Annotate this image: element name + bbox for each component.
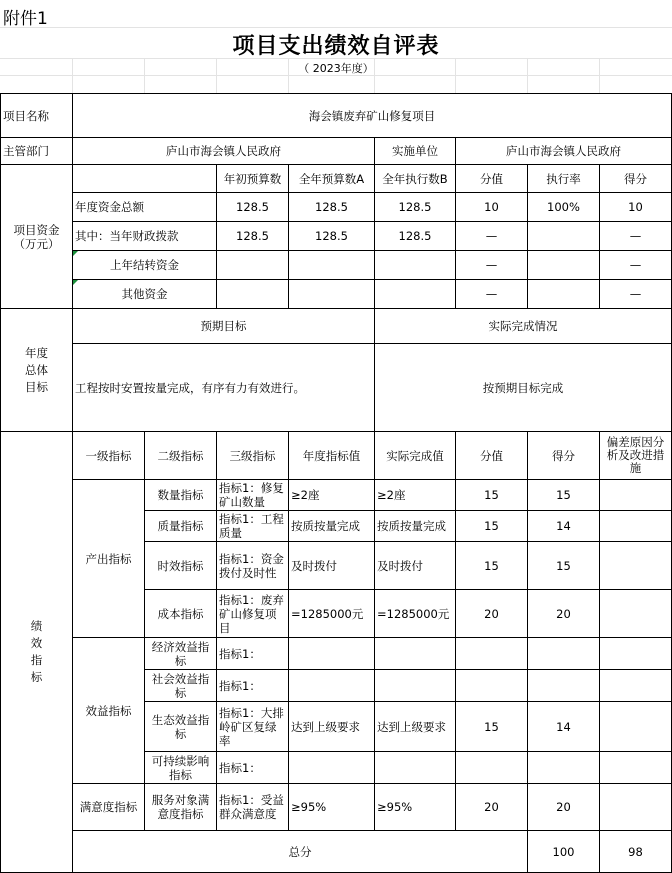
actual-goal-header: 实际完成情况 xyxy=(375,309,672,344)
l2-cell: 时效指标 xyxy=(145,542,217,590)
funds-cell: 128.5 xyxy=(217,222,289,251)
expected-goal-text: 工程按时安置按量完成，有序有力有效进行。 xyxy=(73,344,375,432)
l3-cell: 指标1： xyxy=(217,638,289,670)
goal-header-row xyxy=(1,309,672,344)
l2-cell: 社会效益指标 xyxy=(145,670,217,702)
total-row xyxy=(1,831,672,873)
l3-cell: 指标1： xyxy=(217,752,289,784)
funds-row xyxy=(1,193,672,222)
impl-unit-value: 庐山市海会镇人民政府 xyxy=(456,138,672,165)
actual-goal-text: 按预期目标完成 xyxy=(375,344,672,432)
funds-cell: — xyxy=(600,280,672,309)
funds-cell xyxy=(217,251,289,280)
indicator-header: 二级指标 xyxy=(145,432,217,480)
department-row xyxy=(1,138,672,165)
annex-label: 附件1 xyxy=(3,9,48,29)
deviation-cell xyxy=(600,670,672,702)
expected-goal-header: 预期目标 xyxy=(73,309,375,344)
score-cell: 15 xyxy=(528,480,600,511)
funds-cell xyxy=(217,280,289,309)
l3-cell: 指标1：修复矿山数量 xyxy=(217,480,289,511)
funds-cell: 128.5 xyxy=(217,193,289,222)
funds-row-name: 年度资金总额 xyxy=(73,193,217,222)
score-cell xyxy=(528,638,600,670)
indicator-header: 偏差原因分析及改进措施 xyxy=(600,432,672,480)
funds-cell xyxy=(375,251,456,280)
actual-cell: =1285000元 xyxy=(375,590,456,638)
project-row xyxy=(1,94,672,138)
total-label: 总分 xyxy=(73,831,528,873)
satisfaction-indicator-label: 满意度指标 xyxy=(73,784,145,831)
funds-cell xyxy=(289,280,375,309)
funds-cell: 10 xyxy=(600,193,672,222)
funds-header: 年初预算数 xyxy=(217,165,289,193)
target-cell xyxy=(289,752,375,784)
target-cell xyxy=(289,638,375,670)
funds-cell xyxy=(528,222,600,251)
indicator-header: 分值 xyxy=(456,432,528,480)
project-label: 项目名称 xyxy=(1,94,73,138)
actual-cell: 按质按量完成 xyxy=(375,511,456,542)
indicator-header: 实际完成值 xyxy=(375,432,456,480)
score-cell: 14 xyxy=(528,511,600,542)
performance-table xyxy=(0,93,672,873)
actual-cell xyxy=(375,670,456,702)
weight-cell: 20 xyxy=(456,784,528,831)
weight-cell: 15 xyxy=(456,480,528,511)
l2-cell: 质量指标 xyxy=(145,511,217,542)
indicator-header-row xyxy=(1,432,672,480)
l2-cell: 服务对象满意度指标 xyxy=(145,784,217,831)
l2-cell: 数量指标 xyxy=(145,480,217,511)
actual-cell: 达到上级要求 xyxy=(375,702,456,752)
funds-header-row xyxy=(1,165,672,193)
actual-cell xyxy=(375,638,456,670)
deviation-cell xyxy=(600,638,672,670)
weight-cell: 15 xyxy=(456,702,528,752)
funds-row-name: 其他资金 xyxy=(73,280,217,309)
funds-cell: — xyxy=(600,222,672,251)
target-cell: 达到上级要求 xyxy=(289,702,375,752)
deviation-cell xyxy=(600,480,672,511)
deviation-cell xyxy=(600,511,672,542)
target-cell: 按质按量完成 xyxy=(289,511,375,542)
target-cell: =1285000元 xyxy=(289,590,375,638)
weight-cell xyxy=(456,670,528,702)
funds-cell xyxy=(528,280,600,309)
funds-cell xyxy=(289,251,375,280)
funds-cell: 128.5 xyxy=(289,222,375,251)
l3-cell: 指标1： xyxy=(217,670,289,702)
l2-cell: 生态效益指标 xyxy=(145,702,217,752)
indicator-row xyxy=(1,638,672,670)
weight-cell: 15 xyxy=(456,511,528,542)
deviation-cell xyxy=(600,590,672,638)
funds-row xyxy=(1,222,672,251)
funds-row-name: 上年结转资金 xyxy=(73,251,217,280)
target-cell: 及时拨付 xyxy=(289,542,375,590)
funds-cell: — xyxy=(456,280,528,309)
department-label: 主管部门 xyxy=(1,138,73,165)
total-weight: 100 xyxy=(528,831,600,873)
funds-header: 执行率 xyxy=(528,165,600,193)
l3-cell: 指标1：受益群众满意度 xyxy=(217,784,289,831)
weight-cell: 20 xyxy=(456,590,528,638)
total-score: 98 xyxy=(600,831,672,873)
score-cell xyxy=(528,670,600,702)
deviation-cell xyxy=(600,784,672,831)
l3-cell: 指标1：大排岭矿区复绿率 xyxy=(217,702,289,752)
indicator-row xyxy=(1,480,672,511)
l2-cell: 成本指标 xyxy=(145,590,217,638)
funds-row-name: 其中：当年财政拨款 xyxy=(73,222,217,251)
funds-cell xyxy=(375,280,456,309)
indicator-header: 年度指标值 xyxy=(289,432,375,480)
actual-cell xyxy=(375,752,456,784)
deviation-cell xyxy=(600,542,672,590)
funds-cell: 100% xyxy=(528,193,600,222)
actual-cell: 及时拨付 xyxy=(375,542,456,590)
funds-header: 全年预算数A xyxy=(289,165,375,193)
indicator-header: 三级指标 xyxy=(217,432,289,480)
score-cell: 20 xyxy=(528,590,600,638)
funds-cell: 128.5 xyxy=(375,193,456,222)
impl-unit-label: 实施单位 xyxy=(375,138,456,165)
funds-cell: 10 xyxy=(456,193,528,222)
l3-cell: 指标1：资金拨付及时性 xyxy=(217,542,289,590)
weight-cell: 15 xyxy=(456,542,528,590)
funds-label: 项目资金 （万元） xyxy=(1,165,73,309)
deviation-cell xyxy=(600,752,672,784)
target-cell: ≥2座 xyxy=(289,480,375,511)
benefit-indicator-label: 效益指标 xyxy=(73,638,145,784)
weight-cell xyxy=(456,752,528,784)
l3-cell: 指标1：废弃矿山修复项目 xyxy=(217,590,289,638)
l2-cell: 可持续影响指标 xyxy=(145,752,217,784)
funds-cell: — xyxy=(456,222,528,251)
output-indicator-label: 产出指标 xyxy=(73,480,145,638)
project-name: 海会镇废弃矿山修复项目 xyxy=(73,94,672,138)
weight-cell xyxy=(456,638,528,670)
page-title: 项目支出绩效自评表 xyxy=(232,33,440,59)
target-cell xyxy=(289,670,375,702)
indicator-header: 得分 xyxy=(528,432,600,480)
funds-cell: — xyxy=(600,251,672,280)
actual-cell: ≥2座 xyxy=(375,480,456,511)
deviation-cell xyxy=(600,702,672,752)
funds-cell: 128.5 xyxy=(375,222,456,251)
funds-header: 分值 xyxy=(456,165,528,193)
annual-goal-label: 年度 总体 目标 xyxy=(1,309,73,432)
funds-cell: 128.5 xyxy=(289,193,375,222)
l2-cell: 经济效益指标 xyxy=(145,638,217,670)
score-cell xyxy=(528,752,600,784)
funds-row xyxy=(1,251,672,280)
funds-header-blank xyxy=(73,165,217,193)
funds-row xyxy=(1,280,672,309)
score-cell: 14 xyxy=(528,702,600,752)
funds-cell xyxy=(528,251,600,280)
l3-cell: 指标1：工程质量 xyxy=(217,511,289,542)
goal-content-row xyxy=(1,344,672,432)
actual-cell: ≥95% xyxy=(375,784,456,831)
funds-header: 得分 xyxy=(600,165,672,193)
indicator-row xyxy=(1,784,672,831)
performance-label: 绩 效 指 标 xyxy=(1,432,73,873)
score-cell: 20 xyxy=(528,784,600,831)
indicator-header: 一级指标 xyxy=(73,432,145,480)
funds-header: 全年执行数B xyxy=(375,165,456,193)
year-label: （ 2023年度） xyxy=(298,62,374,75)
department-value: 庐山市海会镇人民政府 xyxy=(73,138,375,165)
target-cell: ≥95% xyxy=(289,784,375,831)
funds-cell: — xyxy=(456,251,528,280)
score-cell: 15 xyxy=(528,542,600,590)
